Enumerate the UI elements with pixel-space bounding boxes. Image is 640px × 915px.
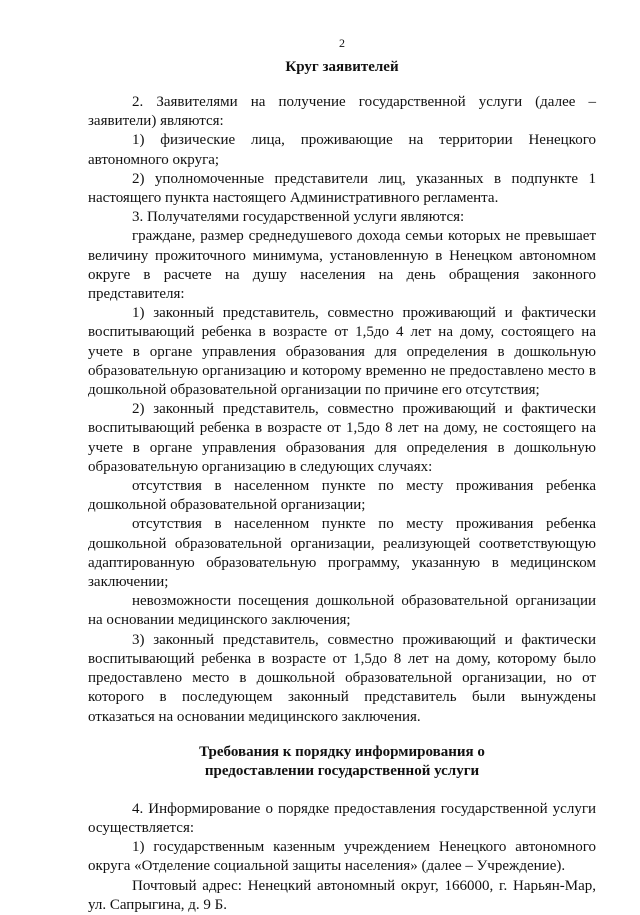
section-heading-informing bbox=[88, 743, 596, 781]
paragraph: 1) законный представитель, совместно проживающий и фактически воспитывающий ребенка в возрасте от 1,5до 4 лет на дому, состоящего на учете в органе управления образования для определения в дошкольную образовательную организацию и которому временно не предоставлено место в дошкольной образовательной организации по причине его отсутствия; bbox=[88, 305, 596, 399]
section-heading-informing-line-1: Требования к порядку информирования о bbox=[199, 743, 485, 760]
paragraph: 1) государственным казенным учреждением Ненецкого автономного округа «Отделение социальной защиты населения» (далее – Учреждение). bbox=[88, 839, 596, 875]
section-body-applicants bbox=[88, 93, 596, 727]
section-heading-informing-line-2: предоставлении государственной услуги bbox=[204, 762, 480, 779]
paragraph: граждане, размер среднедушевого дохода семьи которых не превышает величину прожиточного минимума, установленную в Ненецком автономном округе в расчете на душу населения на день обращения законного представителя: bbox=[88, 228, 596, 303]
section-heading-applicants: Круг заявителей bbox=[285, 59, 399, 75]
paragraph: 3) законный представитель, совместно проживающий и фактически воспитывающий ребенка в возрасте от 1,5до 8 лет на дому, которому было предоставлено место в дошкольной образовательной организации, но от которого в последующем законный представитель были вынуждены отказаться на основании медицинского заключения. bbox=[88, 631, 596, 725]
paragraph: 1) физические лица, проживающие на территории Ненецкого автономного округа; bbox=[88, 132, 596, 168]
paragraph: 2. Заявителями на получение государственной услуги (далее – заявители) являются: bbox=[88, 94, 596, 130]
paragraph: Почтовый адрес: Ненецкий автономный округ, 166000, г. Нарьян-Мар, ул. Сапрыгина, д. 9 Б. bbox=[88, 877, 596, 913]
paragraph: 2) уполномоченные представители лиц, указанных в подпункте 1 настоящего пункта настоящего Административного регламента. bbox=[88, 170, 596, 207]
page-number: 2 bbox=[339, 36, 345, 50]
section-body-informing bbox=[88, 800, 596, 915]
paragraph: 4. Информирование о порядке предоставления государственной услуги осуществляется: bbox=[88, 800, 596, 836]
paragraph: 3. Получателями государственной услуги являются: bbox=[132, 209, 465, 226]
paragraph: невозможности посещения дошкольной образовательной организации на основании медицинского заключения; bbox=[88, 593, 596, 629]
paragraph: отсутствия в населенном пункте по месту проживания ребенка дошкольной образовательной организации; bbox=[88, 478, 596, 514]
paragraph: 2) законный представитель, совместно проживающий и фактически воспитывающий ребенка в возрасте от 1,5до 8 лет на дому, не состоящего на учете в органе управления образования для определения в дошкольную образовательную организацию в следующих случаях: bbox=[88, 401, 596, 475]
paragraph: отсутствия в населенном пункте по месту проживания ребенка дошкольной образовательной организации, реализующей соответствующую адаптированную образовательную программу, указанную в медицинском заключении; bbox=[88, 516, 596, 591]
